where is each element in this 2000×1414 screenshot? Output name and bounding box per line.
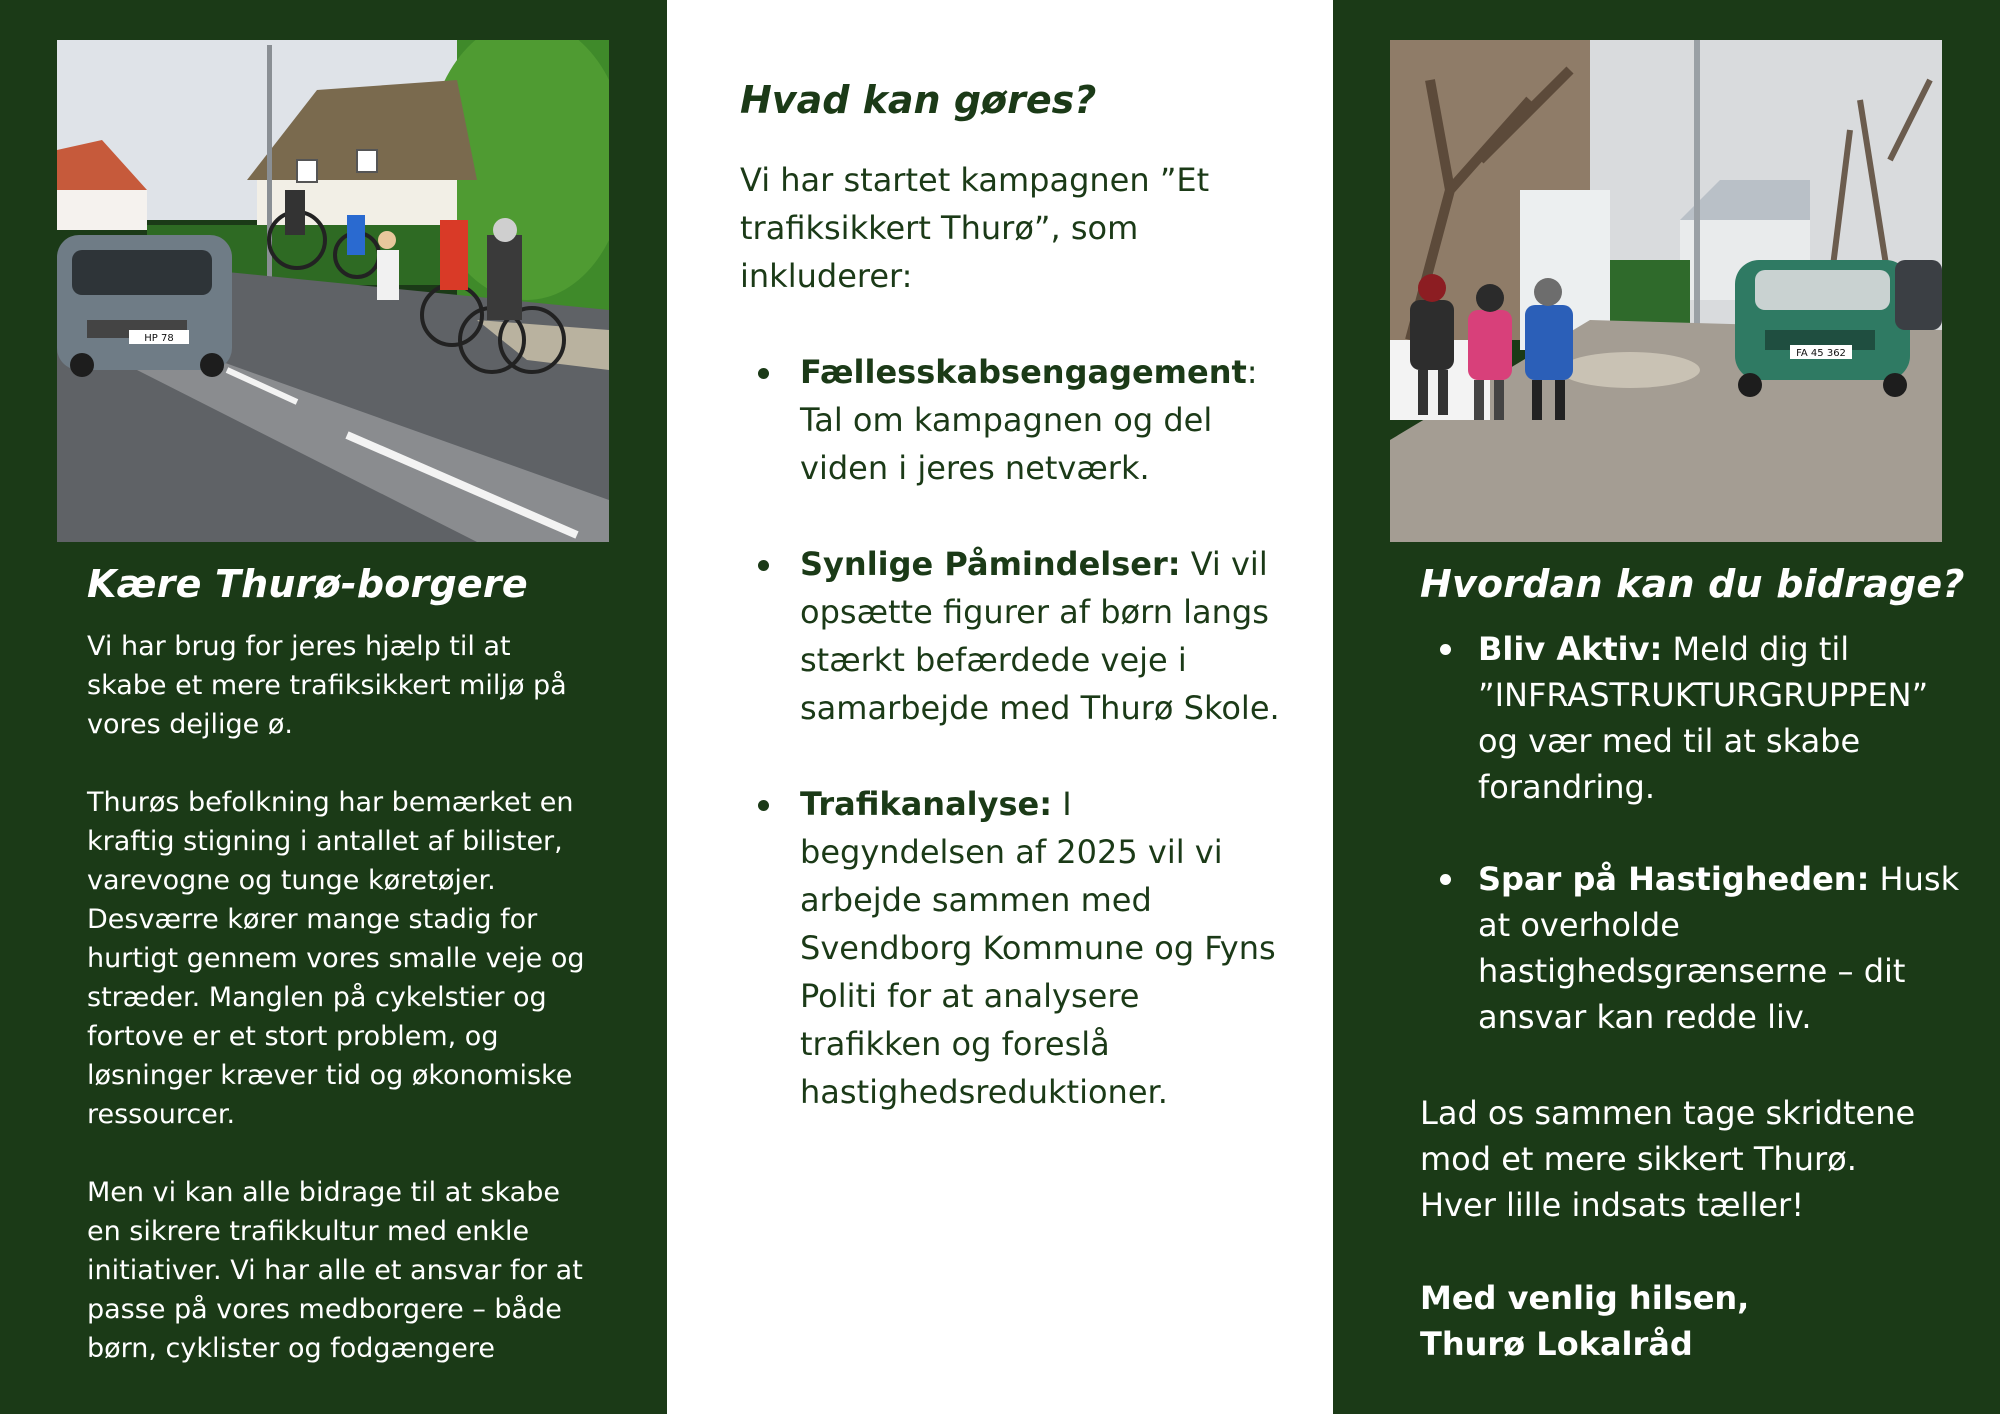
item-text: I begyndelsen af 2025 vil vi arbejde sammen med Svendborg Kommune og Fyns Politi for at analysere trafikken og foreslå hastighedsreduktioner.	[800, 785, 1276, 1111]
signoff-organization: Thurø Lokalråd	[1420, 1325, 1693, 1363]
middle-panel	[667, 0, 1333, 1414]
car-plate-right: FA 45 362	[1796, 348, 1846, 359]
campaign-list	[740, 348, 1280, 1164]
item-text: Meld dig til ”INFRASTRUKTURGRUPPEN” og vær med til at skabe forandring.	[1478, 630, 1929, 806]
left-paragraph-3: Men vi kan alle bidrage til at skabe en sikrere trafikkultur med enkle initiativer. Vi har alle et ansvar for at passe på vores medborgere – både børn, cyklister og fodgængere	[87, 1177, 583, 1364]
left-body	[87, 627, 587, 1368]
item-text: : Tal om kampagnen og del viden i jeres netværk.	[800, 353, 1258, 487]
left-paragraph-1: Vi har brug for jeres hjælp til at skabe et mere trafiksikkert miljø på vores dejlige ø.	[87, 631, 567, 740]
children-walking-photo	[1390, 40, 1942, 542]
left-panel	[0, 0, 667, 1414]
list-item	[1420, 626, 1960, 810]
item-title: Synlige Påmindelser:	[800, 545, 1181, 583]
right-panel	[1333, 0, 2000, 1414]
item-title: Spar på Hastigheden:	[1478, 860, 1870, 898]
middle-heading: Hvad kan gøres?	[740, 78, 1097, 122]
list-item	[1420, 856, 1960, 1040]
signoff	[1420, 1275, 1940, 1367]
signoff-greeting: Med venlig hilsen,	[1420, 1279, 1750, 1317]
car-plate-left: HP 78	[144, 333, 174, 344]
left-paragraph-2: Thurøs befolkning har bemærket en kraftig stigning i antallet af bilister, varevogne og tunge køretøjer. Desværre kører mange stadig for hurtigt gennem vores smalle veje og stræder. Manglen på cykelstier og fortove er et stort problem, og løsninger kræver tid og økonomiske ressourcer.	[87, 787, 585, 1130]
right-heading: Hvordan kan du bidrage?	[1420, 562, 1965, 606]
list-item	[740, 348, 1280, 492]
list-item	[740, 780, 1280, 1116]
item-title: Trafikanalyse:	[800, 785, 1053, 823]
item-title: Bliv Aktiv:	[1478, 630, 1663, 668]
list-item	[740, 540, 1280, 732]
street-cyclists-photo	[57, 40, 609, 542]
contribute-list	[1420, 626, 1960, 1086]
campaign-intro: Vi har startet kampagnen ”Et trafiksikkert Thurø”, som inkluderer:	[740, 161, 1210, 295]
item-title: Fællesskabsengagement	[800, 353, 1247, 391]
item-text: Husk at overholde hastighedsgrænserne – dit ansvar kan redde liv.	[1478, 860, 1960, 1036]
left-heading: Kære Thurø-borgere	[87, 562, 528, 606]
item-text: Vi vil opsætte figurer af børn langs stærkt befærdede veje i samarbejde med Thurø Skole.	[800, 545, 1280, 727]
closing-text: Lad os sammen tage skridtene mod et mere sikkert Thurø. Hver lille indsats tæller!	[1420, 1094, 1916, 1224]
